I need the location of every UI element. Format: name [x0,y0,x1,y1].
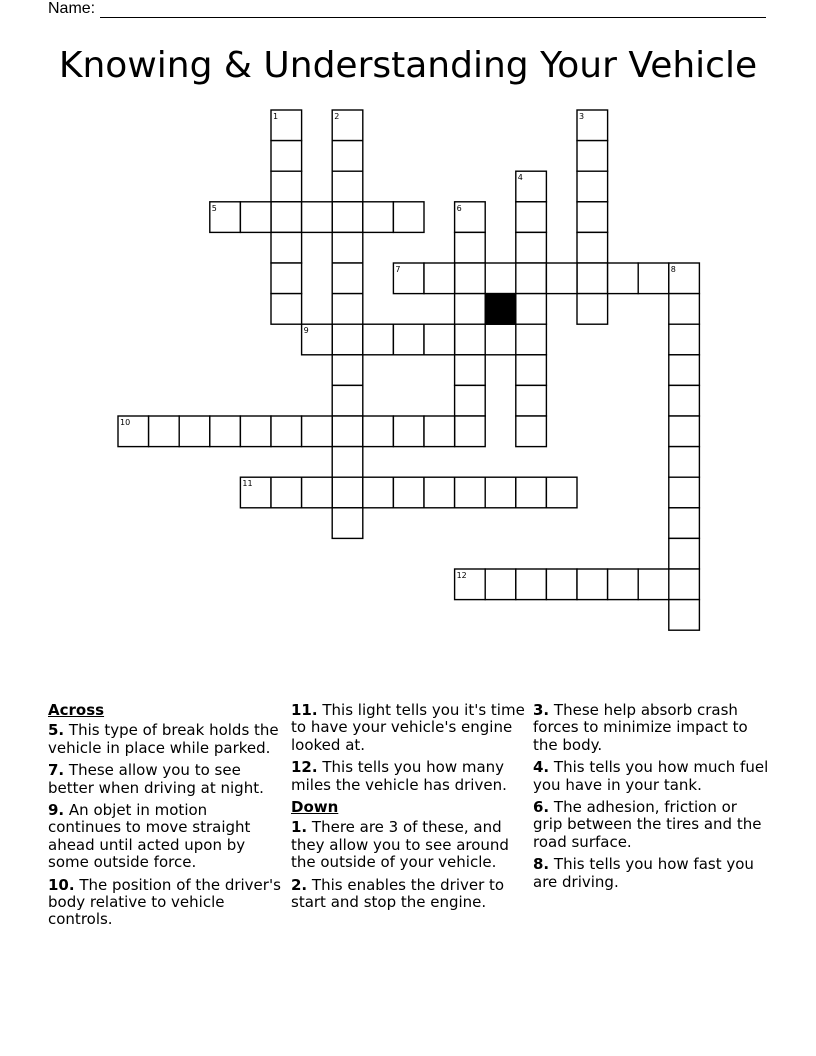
grid-cell[interactable] [302,202,333,233]
grid-cell[interactable] [577,569,608,600]
grid-cell[interactable] [271,416,302,447]
grid-cell[interactable] [516,324,547,355]
clue-text: An objet in motion continues to move straight ahead until acted upon by some outside force. [48,801,251,872]
name-label: Name: [48,0,96,17]
grid-cell[interactable] [669,294,700,325]
clue-text: This enables the driver to start and stop the engine. [291,875,505,912]
grid-cell[interactable] [546,569,577,600]
grid-cell[interactable] [455,355,486,386]
grid-cell[interactable] [516,477,547,508]
grid-cell[interactable] [332,202,363,233]
grid-cell[interactable] [455,385,486,416]
cell-number-9: 9 [303,326,309,336]
grid-cell[interactable] [669,600,700,631]
clue-across-5 [48,722,284,757]
grid-cell[interactable] [393,202,424,233]
grid-cell[interactable] [669,508,700,539]
grid-cell[interactable] [363,416,394,447]
grid-cell[interactable] [271,294,302,325]
grid-cell[interactable] [669,538,700,569]
clue-text: These help absorb crash forces to minimize impact to the body. [533,701,748,754]
grid-cell[interactable] [669,447,700,478]
down-heading: Down [291,798,339,817]
grid-cell[interactable] [455,324,486,355]
grid-cell[interactable] [546,477,577,508]
grid-cell[interactable] [424,324,455,355]
grid-cell[interactable] [332,141,363,172]
clue-across-9 [48,802,284,872]
cell-number-4: 4 [517,173,523,183]
grid-cell[interactable] [363,324,394,355]
grid-cell[interactable] [669,416,700,447]
grid-cell[interactable] [485,324,516,355]
grid-cell[interactable] [455,263,486,294]
grid-cell[interactable] [332,416,363,447]
cell-number-1: 1 [273,112,279,121]
clue-number: 10. [48,875,75,894]
grid-cell[interactable] [577,263,608,294]
grid-cell[interactable] [302,477,333,508]
clue-across-11 [291,702,527,754]
clue-number: 11. [291,701,318,719]
clue-across-10 [48,877,284,929]
grid-cell[interactable] [577,202,608,233]
clue-down-2 [291,877,527,912]
grid-cell[interactable] [669,569,700,600]
grid-cell[interactable] [332,294,363,325]
grid-cell[interactable] [485,263,516,294]
grid-cell[interactable] [485,477,516,508]
grid-cell[interactable] [393,477,424,508]
grid-cell[interactable] [302,416,333,447]
grid-cell[interactable] [271,171,302,202]
grid-cell[interactable] [455,416,486,447]
grid-cell[interactable] [577,232,608,263]
grid-cell[interactable] [210,416,241,447]
grid-cell[interactable] [455,232,486,263]
clue-text: This tells you how much fuel you have in your tank. [533,758,769,794]
cell-number-3: 3 [579,112,585,121]
clue-number: 6. [533,798,550,817]
cell-number-10: 10 [120,418,131,427]
grid-cell[interactable] [608,569,639,600]
grid-cell[interactable] [332,324,363,355]
grid-cell[interactable] [271,141,302,172]
grid-cell[interactable] [455,294,486,325]
grid-cell[interactable] [577,141,608,172]
grid-cell[interactable] [332,355,363,386]
grid-cell[interactable] [638,263,669,294]
grid-cell[interactable] [669,477,700,508]
grid-cell[interactable] [424,416,455,447]
grid-cell[interactable] [393,416,424,447]
grid-cell[interactable] [516,263,547,294]
grid-cell[interactable] [577,171,608,202]
grid-cell[interactable] [485,569,516,600]
clue-text: There are 3 of these, and they allow you to see around the outside of your vehicle. [291,818,509,872]
grid-cell[interactable] [332,508,363,539]
cell-number-8: 8 [670,265,676,274]
grid-cell[interactable] [363,477,394,508]
grid-cell[interactable] [271,202,302,233]
page-title: Knowing & Understanding Your Vehicle [58,45,758,86]
grid-cell[interactable] [577,294,608,325]
clue-number: 2. [291,875,308,894]
grid-cell[interactable] [179,416,210,447]
grid-cell[interactable] [424,477,455,508]
grid-cell[interactable] [332,171,363,202]
clue-across-7 [48,762,284,797]
grid-cell[interactable] [240,202,271,233]
grid-cell[interactable] [608,263,639,294]
clue-column-2 [291,702,527,916]
clue-text: These allow you to see better when driving at night. [48,761,264,797]
grid-cell[interactable] [516,355,547,386]
grid-cell[interactable] [669,355,700,386]
clue-number: 3. [533,701,550,719]
grid-cell[interactable] [332,447,363,478]
clue-number: 5. [48,721,65,740]
grid-cell[interactable] [516,232,547,263]
clue-text: This light tells you it's time to have your vehicle's engine looked at. [291,701,525,754]
grid-cell-blocked [485,294,516,325]
clue-number: 4. [533,758,550,777]
clue-number: 12. [291,758,318,777]
cell-number-6: 6 [456,203,462,213]
grid-cell[interactable] [424,263,455,294]
across-heading: Across [48,701,105,719]
grid-cell[interactable] [455,477,486,508]
grid-cell[interactable] [271,477,302,508]
clue-text: This tells you how fast you are driving. [533,855,754,891]
cell-number-7: 7 [395,265,401,274]
clue-number: 8. [533,855,550,874]
clue-number: 9. [48,801,65,820]
clue-number: 1. [291,818,308,837]
grid-cell[interactable] [363,202,394,233]
clue-down-8 [533,856,769,891]
clue-down-6 [533,799,769,851]
clue-column-1 [48,702,284,934]
grid-cell[interactable] [149,416,180,447]
clue-number: 7. [48,761,65,780]
clue-down-4 [533,759,769,794]
cell-number-5: 5 [211,203,217,213]
cell-number-12: 12 [456,571,467,580]
clue-column-3 [533,702,769,896]
clue-across-12 [291,759,527,794]
grid-cell[interactable] [332,477,363,508]
grid-cell[interactable] [669,385,700,416]
grid-cell[interactable] [516,416,547,447]
grid-cell[interactable] [669,324,700,355]
cell-number-11: 11 [242,479,253,489]
clue-down-3 [533,702,769,754]
grid-cell[interactable] [516,385,547,416]
clue-text: This type of break holds the vehicle in place while parked. [48,721,279,757]
grid-cell[interactable] [271,263,302,294]
grid-cell[interactable] [332,385,363,416]
grid-cell[interactable] [393,324,424,355]
grid-cell[interactable] [516,202,547,233]
grid-cell[interactable] [546,263,577,294]
grid-cell[interactable] [271,232,302,263]
grid-cell[interactable] [516,294,547,325]
grid-cell[interactable] [332,263,363,294]
grid-cell[interactable] [240,416,271,447]
clue-down-1 [291,819,527,871]
clue-text: This tells you how many miles the vehicle has driven. [291,758,507,794]
clue-text: The position of the driver's body relative to vehicle controls. [48,875,281,929]
cell-number-2: 2 [334,112,340,121]
grid-cell[interactable] [332,232,363,263]
grid-cell[interactable] [516,569,547,600]
clue-text: The adhesion, friction or grip between the tires and the road surface. [533,798,762,851]
grid-cell[interactable] [638,569,669,600]
